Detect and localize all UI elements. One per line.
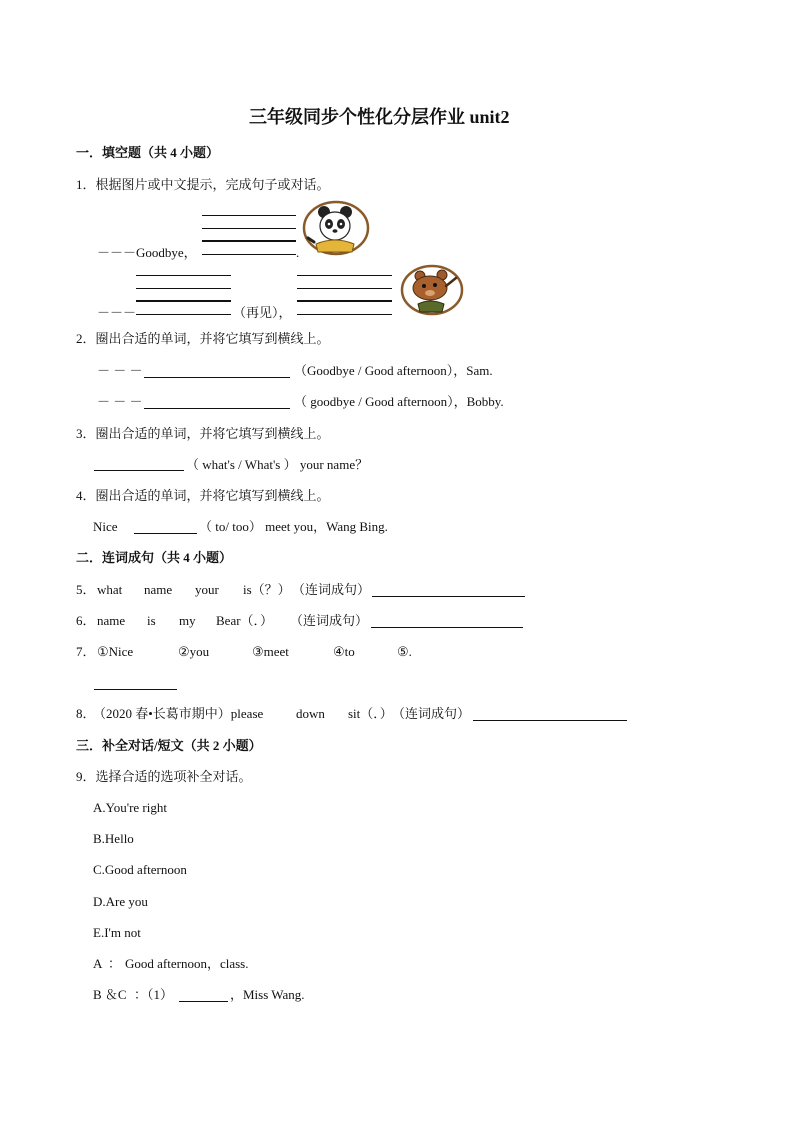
q5-word: what	[97, 582, 123, 597]
q7-word: ①Nice	[97, 644, 134, 659]
q1-row1-suffix: .	[296, 245, 300, 260]
q1-answer-line[interactable]	[136, 288, 231, 289]
q5-word: name	[144, 582, 173, 597]
q7-word: ②you	[178, 644, 210, 659]
q1-answer-line[interactable]	[136, 314, 231, 315]
q7-word: ④to	[333, 644, 355, 659]
section-heading-complete-dialog: 三．补全对话/短文（共 2 小题）	[76, 738, 262, 753]
q4-answer-blank[interactable]	[134, 533, 197, 534]
q1-answer-line[interactable]	[297, 300, 392, 302]
q1-answer-line[interactable]	[136, 275, 231, 276]
q3-options: （ what's / What's ） your name？	[186, 457, 369, 472]
question-2-stem: 2．圈出合适的单词，并将它填写到横线上。	[76, 331, 330, 346]
question-4-stem: 4．圈出合适的单词，并将它填写到横线上。	[76, 488, 330, 503]
q5-word: your	[195, 582, 219, 597]
q9-dialog-speaker: A	[93, 956, 103, 971]
q2-line2-options: （ goodbye / Good afternoon），Bobby.	[294, 394, 504, 409]
q6-answer-blank[interactable]	[371, 627, 523, 628]
q1-answer-line[interactable]	[202, 240, 296, 242]
q4-prefix: Nice	[93, 519, 118, 534]
q2-line2-prefix: － － －	[97, 394, 143, 409]
q9-dialog-line: ，Miss Wang.	[230, 987, 305, 1002]
q5-answer-blank[interactable]	[372, 596, 525, 597]
q9-answer-blank-1[interactable]	[179, 1001, 228, 1002]
q1-row2-middle: （再见），	[233, 305, 292, 320]
q1-answer-line[interactable]	[202, 215, 296, 216]
q3-answer-blank[interactable]	[94, 470, 184, 471]
q1-answer-line[interactable]	[202, 254, 296, 255]
q1-answer-line[interactable]	[202, 228, 296, 229]
q5-instruction: （连词成句）	[292, 582, 371, 597]
q1-answer-line[interactable]	[297, 314, 392, 315]
q6-word: is	[147, 613, 156, 628]
q6-instruction: （连词成句）	[290, 613, 369, 628]
q2-answer-blank-1[interactable]	[144, 377, 290, 378]
q8-answer-blank[interactable]	[473, 720, 627, 721]
q1-answer-line[interactable]	[297, 275, 392, 276]
q2-answer-blank-2[interactable]	[144, 408, 290, 409]
q7-word: ③meet	[252, 644, 289, 659]
bear-icon	[400, 264, 464, 316]
q9-option-e: E.I'm not	[93, 925, 141, 940]
q8-instruction: （连词成句）	[392, 706, 471, 721]
page-title: 三年级同步个性化分层作业 unit2	[249, 107, 510, 127]
q1-row1-prefix: －－－Goodbye，	[97, 245, 197, 260]
question-9-stem: 9．选择合适的选项补全对话。	[76, 769, 252, 784]
q8-source-and-word: （2020 春•长葛市期中）please	[93, 706, 264, 721]
q9-option-d: D.Are you	[93, 894, 148, 909]
q8-word: sit（．）	[348, 706, 393, 721]
q7-word: ⑤.	[397, 644, 412, 659]
q9-option-b: B.Hello	[93, 831, 134, 846]
q1-answer-line[interactable]	[136, 300, 231, 302]
q9-dialog-separator: ：	[108, 956, 122, 971]
question-8-number: 8．	[76, 706, 96, 721]
question-3-stem: 3．圈出合适的单词，并将它填写到横线上。	[76, 426, 330, 441]
question-6-number: 6．	[76, 613, 96, 628]
question-1-stem: 1．根据图片或中文提示，完成句子或对话。	[76, 177, 330, 192]
q9-option-c: C.Good afternoon	[93, 862, 187, 877]
question-7-number: 7．	[76, 644, 96, 659]
q9-dialog-separator: ：（1）	[134, 987, 174, 1002]
q6-word: my	[179, 613, 196, 628]
question-5-number: 5．	[76, 582, 96, 597]
q8-word: down	[296, 706, 325, 721]
q6-word: Bear（．）	[216, 613, 274, 628]
q1-answer-line[interactable]	[297, 288, 392, 289]
q9-option-a: A.You're right	[93, 800, 167, 815]
panda-icon	[302, 200, 370, 256]
q5-word: is（？）	[243, 582, 291, 597]
q9-dialog-line: Good afternoon，class.	[125, 956, 249, 971]
q1-row2-prefix: －－－	[97, 305, 137, 320]
q2-line1-prefix: － － －	[97, 363, 143, 378]
q2-line1-options: （Goodbye / Good afternoon），Sam.	[294, 363, 493, 378]
q7-answer-blank[interactable]	[94, 689, 177, 690]
q4-options: （ to/ too） meet you，Wang Bing.	[199, 519, 388, 534]
q9-dialog-speaker: B ＆C	[93, 987, 127, 1002]
section-heading-fill-blank: 一．填空题（共 4 小题）	[76, 145, 220, 160]
section-heading-word-order: 二．连词成句（共 4 小题）	[76, 550, 233, 565]
q6-word: name	[97, 613, 126, 628]
